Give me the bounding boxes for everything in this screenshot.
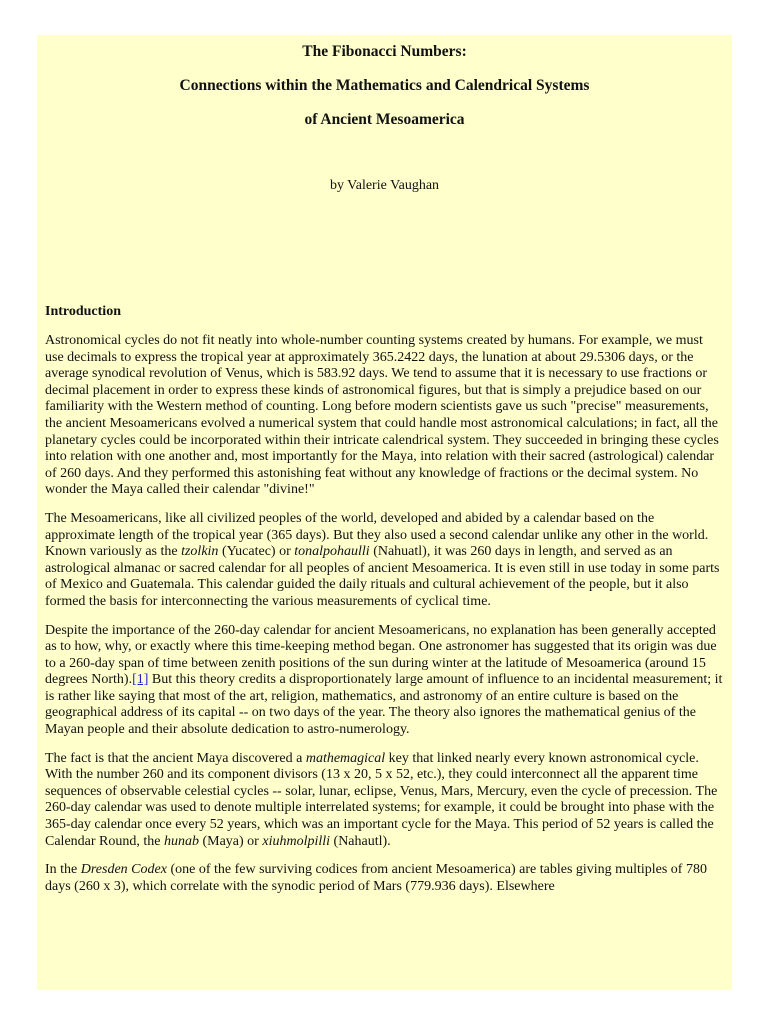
paragraph-4-text-a: The fact is that the ancient Maya discovered a [45,750,306,766]
paragraph-4 [45,751,724,851]
paragraph-2-text-c: (Nahuatl), it was 260 days in length, and served as an astrological almanac or sacred calendar for all peoples of ancient Mesoamerica. It is even still in use today in some parts of Mexico and Guatemala. This calendar guided the daily rituals and cultural achievement of the people, but it also formed the basis for interconnecting the various measurements of cyclical time. [45,544,720,609]
title-line-3: of Ancient Mesoamerica [304,111,465,128]
paragraph-2-text-b: (Yucatec) or [218,544,295,560]
title-line-1: The Fibonacci Numbers: [302,43,467,60]
document-page [37,35,732,990]
term-dresden-codex: Dresden Codex [80,862,167,878]
article-body [45,303,724,907]
term-xiuhmolpilli: xiuhmolpilli [262,833,331,849]
paragraph-2-text-a: The Mesoamericans, like all civilized peoples of the world, developed and abided by a calendar based on the approximate length of the tropical year (365 days). But they also used a second calendar unlike any other in the world. Known variously as the [45,510,709,560]
byline: by Valerie Vaughan [329,178,440,193]
paragraph-5-text-b: (one of the few surviving codices from ancient Mesoamerica) are tables giving multiples of 780 days (260 x 3), which correlate with the synodic period of Mars (779.936 days). Elsewhere [45,862,707,894]
paragraph-3-text-a: Despite the importance of the 260-day calendar for ancient Mesoamericans, no explanation has been generally accepted as to how, why, or exactly where this time-keeping method began. One astronomer has suggested that its origin was due to a 260-day span of time between zenith positions of the sun during winter at the latitude of Mesoamerica (around 15 degrees North). [45,622,717,688]
paragraph-4-text-d: (Nahautl). [330,833,391,849]
title-line-2: Connections within the Mathematics and Calendrical Systems [179,77,590,94]
footnote-link-1[interactable]: [1] [132,672,149,688]
paragraph-1 [45,333,724,499]
term-hunab: hunab [163,833,199,849]
paragraph-1-text: Astronomical cycles do not fit neatly into whole-number counting systems created by humans. For example, we must use decimals to express the tropical year at approximately 365.2422 days, the lunation at about 29.5306 days, or the average synodical revolution of Venus, which is 583.92 days. We tend to assume that it is necessary to use fractions or decimal placement in order to express these kinds of astronomical figures, but that is simply a prejudice based on our familiarity with the Western method of counting. Long before modern scientists gave us such "precise" measurements, the ancient Mesoamericans evolved a numerical system that could handle most astronomical calculations; in fact, all the planetary cycles could be incorporated within their intricate calendrical system. They succeeded in bringing these cycles into relation with one another and, most importantly for the Maya, into relation with their sacred (astrological) calendar of 260 days. And they performed this astonishing feat without any knowledge of fractions or the decimal system. No wonder the Maya called their calendar "divine!" [45,333,719,498]
paragraph-3 [45,623,724,739]
term-mathemagical: mathemagical [305,750,386,766]
paragraph-5 [45,862,724,895]
paragraph-4-text-c: (Maya) or [198,833,263,849]
paragraph-5-text-a: In the [45,862,81,878]
term-tonalpohaulli: tonalpohaulli [294,544,370,560]
section-heading: Introduction [45,304,121,319]
paragraph-2 [45,511,724,611]
paragraph-4-text-b: key that linked nearly every known astronomical cycle. With the number 260 and its component divisors (13 x 20, 5 x 52, etc.), they could interconnect all the apparent time sequences of observable celestial cycles -- solar, lunar, eclipse, Venus, Mars, Mercury, even the cycle of precession. The 260-day calendar was used to denote multiple interrelated systems; for example, it could be brought into phase with the 365-day calendar once every 52 years, which was an important cycle for the Maya. This period of 52 years is called the Calendar Round, the [45,750,718,849]
paragraph-3-text-b: But this theory credits a disproportionately large amount of influence to an incidental measurement; it is rather like saying that most of the art, religion, mathematics, and astronomy of an entire culture is based on the geographical address of its capital -- on two days of the year. The theory also ignores the mathematical genius of the Mayan people and their absolute dedication to astro-numerology. [45,672,723,738]
term-tzolkin: tzolkin [181,544,219,560]
